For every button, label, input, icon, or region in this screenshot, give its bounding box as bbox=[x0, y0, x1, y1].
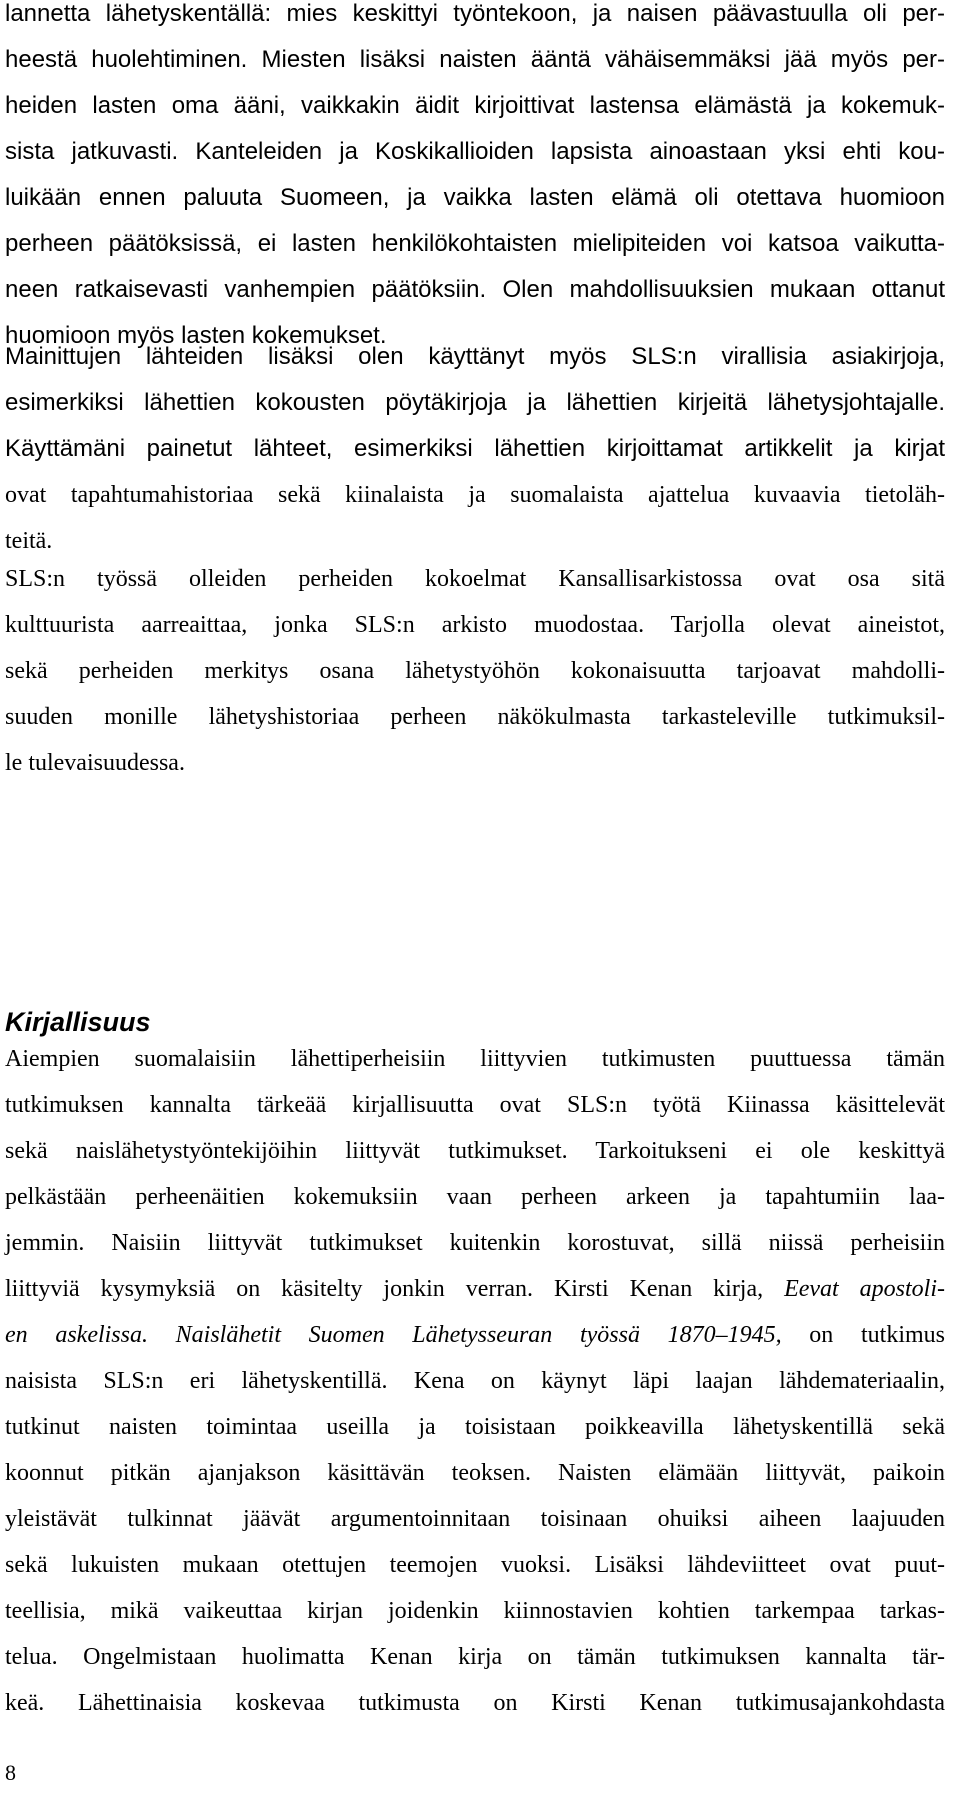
text-segment: liittyviä kysymyksiä on käsitelty jonkin verran. Kirsti Kenan kirja, bbox=[5, 1276, 785, 1302]
text-line: pelkästään perheenäitien kokemuksiin vaan perheen arkeen ja tapahtumiin laa- bbox=[5, 1184, 945, 1210]
text-line: yleistävät tulkinnat jäävät argumentoinnitaan toisinaan ohuiksi aiheen laajuuden bbox=[5, 1506, 945, 1532]
text-line: Aiempien suomalaisiin lähettiperheisiin liittyvien tutkimusten puuttuessa tämän bbox=[5, 1046, 945, 1072]
paragraph-literature bbox=[5, 1036, 945, 1726]
text-line: koonnut pitkän ajanjakson käsittävän teoksen. Naisten elämään liittyvät, paikoin bbox=[5, 1460, 945, 1486]
section-heading: Kirjallisuus bbox=[5, 1007, 151, 1037]
text-segment: on tutkimus bbox=[781, 1322, 945, 1348]
text-line: perheen päätöksissä, ei lasten henkilökohtaisten mielipiteiden voi katsoa vaikutta- bbox=[5, 230, 945, 257]
text-line: sekä lukuisten mukaan otettujen teemojen vuoksi. Lisäksi lähdeviitteet ovat puut- bbox=[5, 1552, 945, 1578]
text-line: telua. Ongelmistaan huolimatta Kenan kirja on tämän tutkimuksen kannalta tär- bbox=[5, 1644, 945, 1670]
text-line: huomioon myös lasten kokemukset. bbox=[5, 322, 387, 349]
text-line: jemmin. Naisiin liittyvät tutkimukset kuitenkin korostuvat, sillä niissä perheisiin bbox=[5, 1230, 945, 1256]
text-line: luikään ennen paluuta Suomeen, ja vaikka lasten elämä oli otettava huomioon bbox=[5, 184, 945, 211]
text-line: teellisia, mikä vaikeuttaa kirjan joidenkin kiinnostavien kohtien tarkempaa tarkas- bbox=[5, 1598, 945, 1624]
text-line: naisista SLS:n eri lähetyskentillä. Kena on käynyt läpi laajan lähdemateriaalin, bbox=[5, 1368, 945, 1394]
page-number: 8 bbox=[5, 1760, 16, 1785]
text-line: heiden lasten oma ääni, vaikkakin äidit kirjoittivat lastensa elämästä ja kokemuk- bbox=[5, 92, 945, 119]
text-line: teitä. bbox=[5, 528, 53, 554]
text-line: lannetta lähetyskentällä: mies keskittyi työntekoon, ja naisen päävastuulla oli per- bbox=[5, 0, 945, 27]
book-title-italic: en askelissa. Naislähetit Suomen Lähetysseuran työssä 1870–1945, bbox=[5, 1322, 782, 1348]
text-line bbox=[5, 1266, 945, 1312]
text-line: neen ratkaisevasti vanhempien päätöksiin. Olen mahdollisuuksien mukaan ottanut bbox=[5, 276, 945, 303]
text-line: le tulevaisuudessa. bbox=[5, 750, 185, 776]
text-line: Mainittujen lähteiden lisäksi olen käyttänyt myös SLS:n virallisia asiakirjoja, bbox=[5, 343, 945, 370]
text-line: esimerkiksi lähettien kokousten pöytäkirjoja ja lähettien kirjeitä lähetysjohtajalle. bbox=[5, 389, 945, 416]
text-line: sekä perheiden merkitys osana lähetystyöhön kokonaisuutta tarjoavat mahdolli- bbox=[5, 658, 945, 684]
text-line: tutkimuksen kannalta tärkeää kirjallisuutta ovat SLS:n työtä Kiinassa käsittelevät bbox=[5, 1092, 945, 1118]
text-line serif: Käyttämäni painetut lähteet, esimerkiksi lähettien kirjoittamat artikkelit ja kirjat bbox=[5, 435, 945, 462]
book-title-italic: Eevat apostoli- bbox=[784, 1276, 945, 1302]
text-line: kulttuurista aarreaittaa, jonka SLS:n arkisto muodostaa. Tarjolla olevat aineistot, bbox=[5, 612, 945, 638]
text-line: suuden monille lähetyshistoriaa perheen näkökulmasta tarkasteleville tutkimuksil- bbox=[5, 704, 945, 730]
text-line: tutkinut naisten toimintaa useilla ja toisistaan poikkeavilla lähetyskentillä sekä bbox=[5, 1414, 945, 1440]
text-line: sista jatkuvasti. Kanteleiden ja Koskikallioiden lapsista ainoastaan yksi ehti kou- bbox=[5, 138, 945, 165]
text-line: keä. Lähettinaisia koskevaa tutkimusta on Kirsti Kenan tutkimusajankohdasta bbox=[5, 1690, 945, 1716]
text-line: sekä naislähetystyöntekijöihin liittyvät tutkimukset. Tarkoitukseni ei ole keskittyä bbox=[5, 1138, 945, 1164]
text-line bbox=[5, 1312, 945, 1358]
paragraph-official-documents bbox=[5, 334, 945, 564]
text-line: SLS:n työssä olleiden perheiden kokoelmat Kansallisarkistossa ovat osa sitä bbox=[5, 566, 945, 592]
text-line: heestä huolehtiminen. Miesten lisäksi naisten ääntä vähäisemmäksi jää myös per- bbox=[5, 46, 945, 73]
paragraph-children-experiences bbox=[5, 0, 945, 359]
paragraph-family-collections bbox=[5, 556, 945, 786]
text-line: ovat tapahtumahistoriaa sekä kiinalaista ja suomalaista ajattelua kuvaavia tietoläh- bbox=[5, 482, 945, 508]
